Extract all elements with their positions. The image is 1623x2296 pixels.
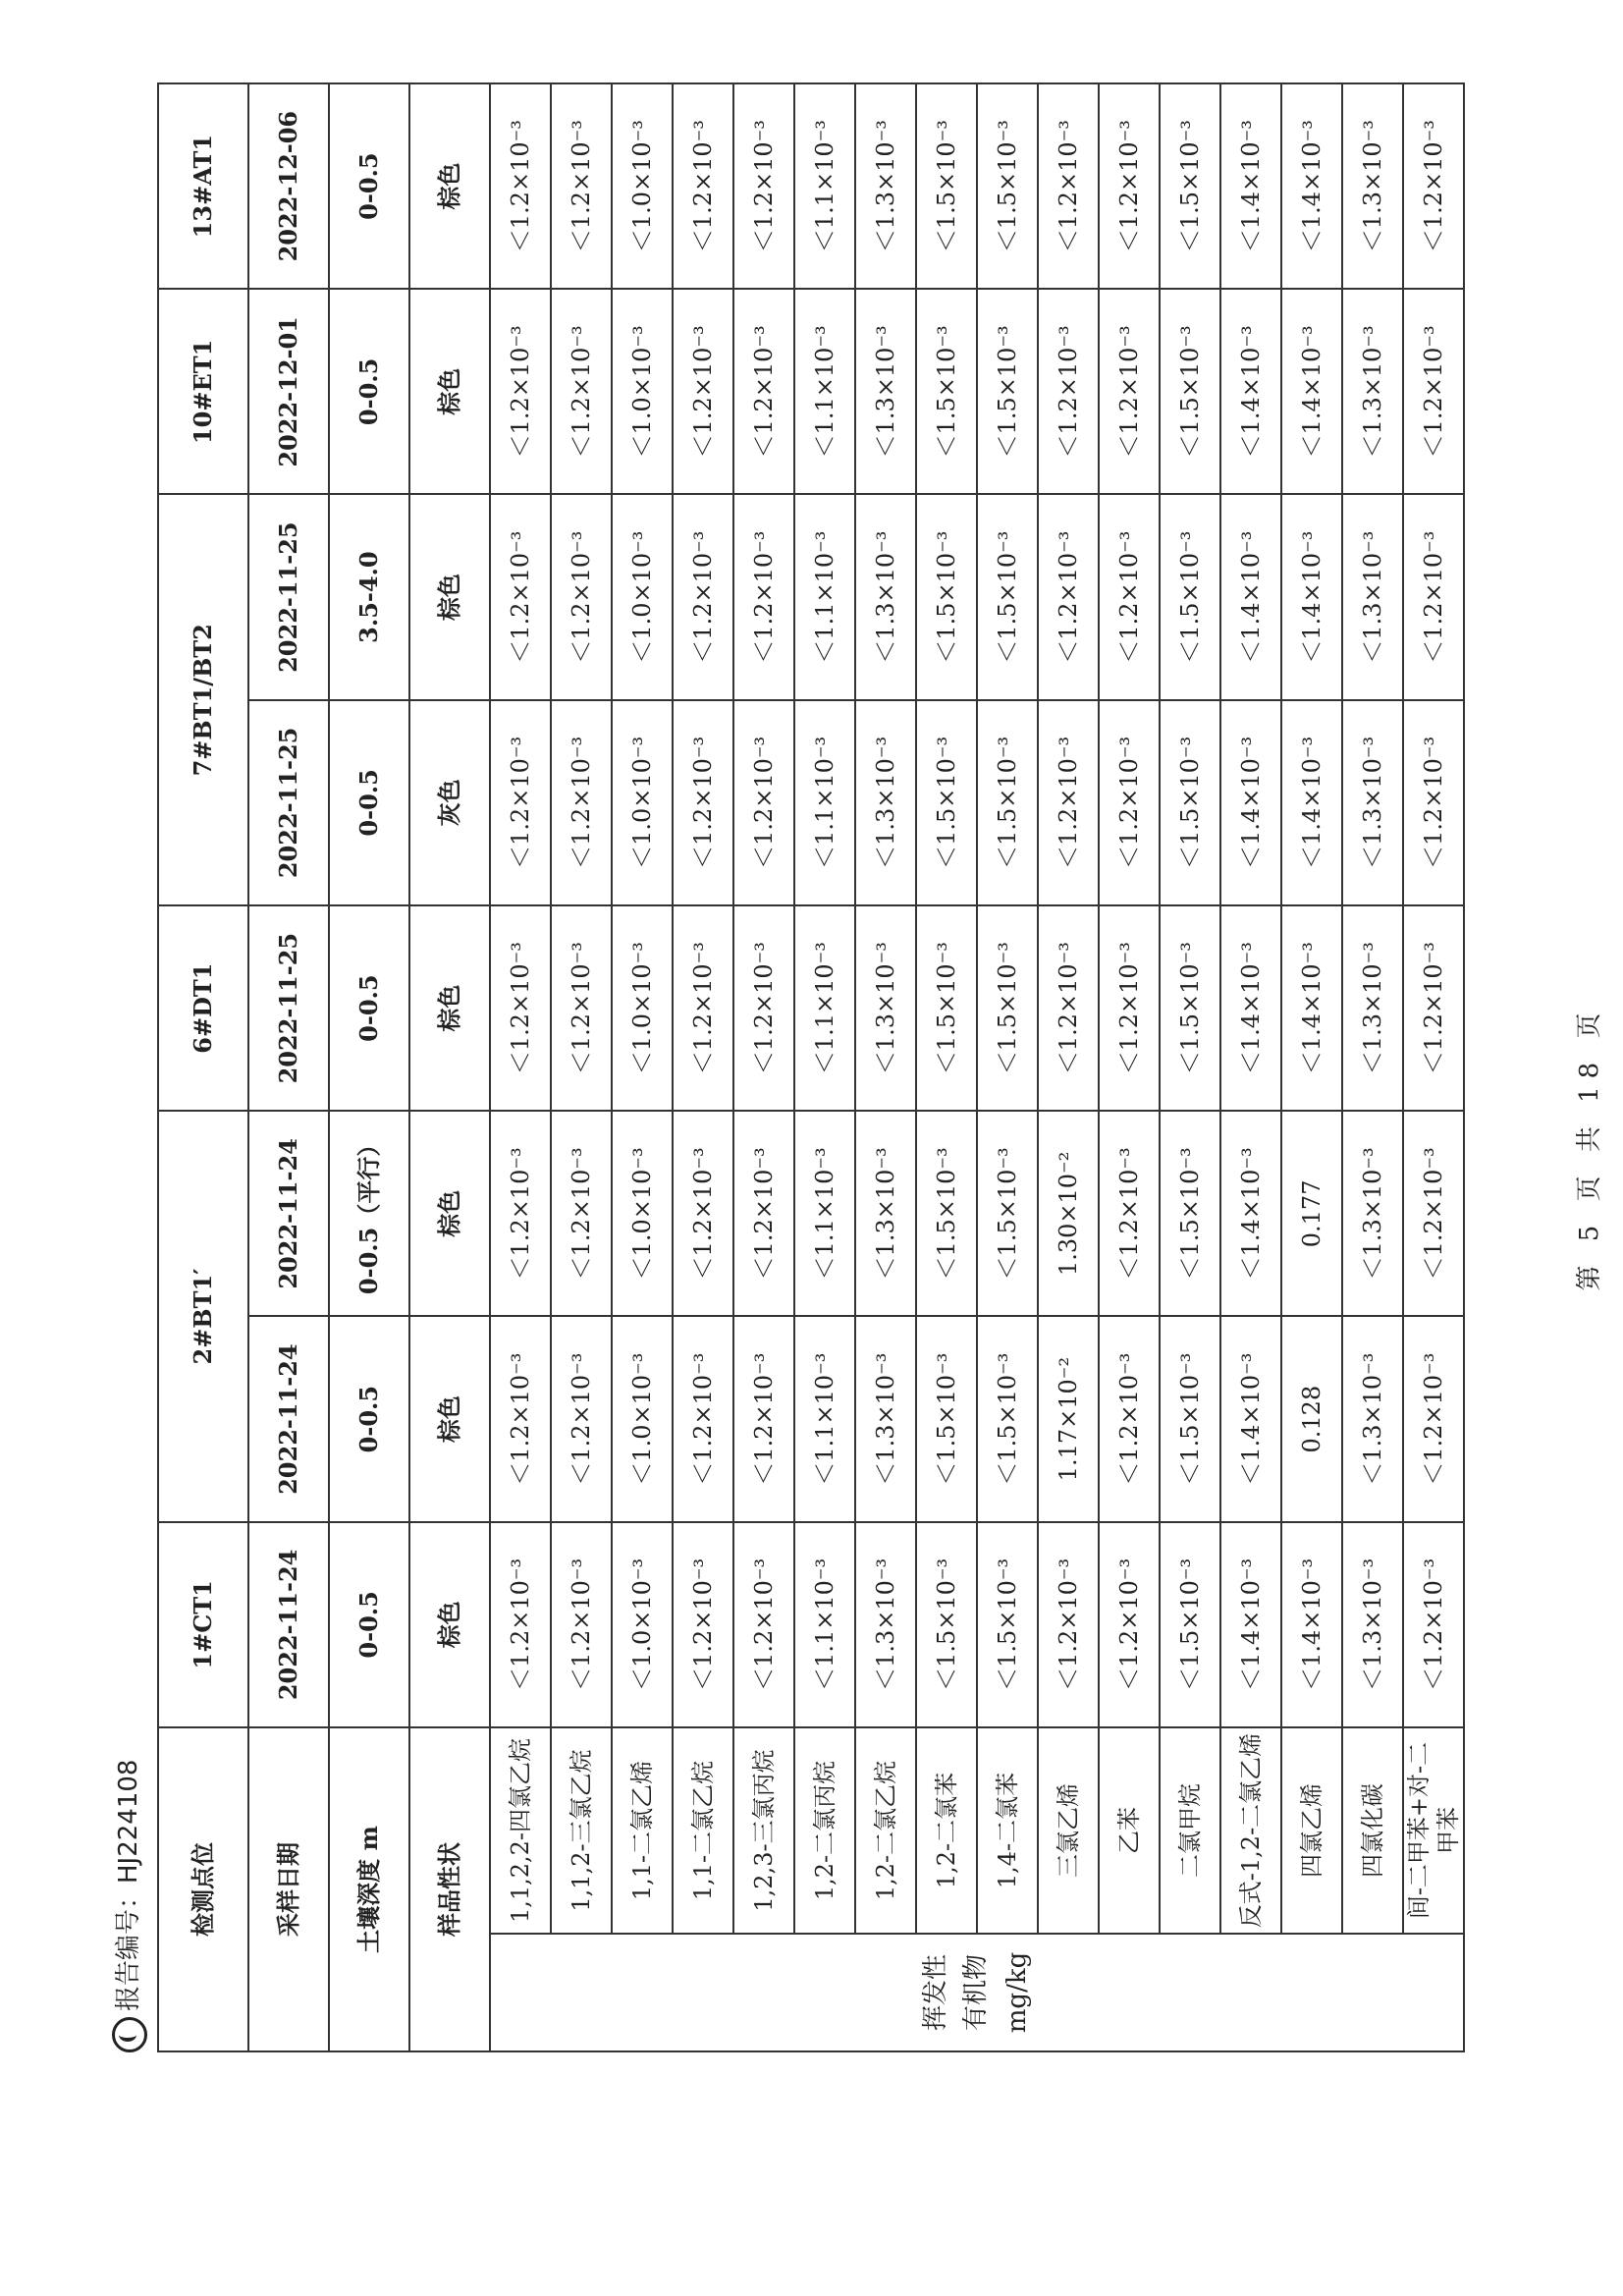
result-value: ＜1.2×10⁻³ (733, 83, 794, 289)
result-value: ＜1.0×10⁻³ (612, 495, 673, 700)
result-value: ＜1.5×10⁻³ (916, 83, 977, 289)
result-value: ＜1.2×10⁻³ (1403, 289, 1464, 494)
result-value: ＜1.5×10⁻³ (916, 289, 977, 494)
trait-cell: 棕色 (409, 289, 490, 494)
result-value: ＜1.2×10⁻³ (673, 83, 733, 289)
result-value: ＜1.1×10⁻³ (794, 905, 855, 1111)
result-value: ＜1.2×10⁻³ (1038, 495, 1099, 700)
table-row (977, 83, 1038, 2051)
depth-cell: 0-0.5 (329, 289, 409, 494)
table-row (855, 83, 916, 2051)
trait-cell: 棕色 (409, 1317, 490, 1522)
result-value: ＜1.3×10⁻³ (855, 1111, 916, 1316)
result-value: ＜1.2×10⁻³ (1099, 495, 1160, 700)
result-value: ＜1.1×10⁻³ (794, 1317, 855, 1522)
result-value: ＜1.5×10⁻³ (916, 1522, 977, 1727)
header-row-point (158, 83, 248, 2051)
result-value: ＜1.2×10⁻³ (673, 495, 733, 700)
result-value: ＜1.5×10⁻³ (1160, 83, 1220, 289)
result-value: ＜1.5×10⁻³ (977, 289, 1038, 494)
table-row (1160, 83, 1220, 2051)
result-value: ＜1.2×10⁻³ (490, 700, 551, 905)
result-value: ＜1.2×10⁻³ (551, 1317, 612, 1522)
result-value: ＜1.2×10⁻³ (1099, 83, 1160, 289)
trait-cell: 棕色 (409, 905, 490, 1111)
group-label-line1: 挥发性 (920, 1954, 950, 2032)
result-value: ＜1.2×10⁻³ (1099, 700, 1160, 905)
results-table-body (158, 83, 1464, 2051)
result-value: ＜1.2×10⁻³ (490, 905, 551, 1111)
result-value: ＜1.5×10⁻³ (1160, 700, 1220, 905)
analyte-name: 1,1-二氯乙烷 (673, 1727, 733, 1934)
result-value: ＜1.0×10⁻³ (612, 1111, 673, 1316)
result-value: ＜1.2×10⁻³ (673, 289, 733, 494)
header-row-trait (409, 83, 490, 2051)
trait-cell: 棕色 (409, 1522, 490, 1727)
result-value: ＜1.2×10⁻³ (1099, 1522, 1160, 1727)
result-value: ＜1.4×10⁻³ (1220, 1522, 1281, 1727)
result-value: ＜1.2×10⁻³ (1099, 289, 1160, 494)
result-value: ＜1.2×10⁻³ (551, 289, 612, 494)
analyte-name: 1,1,2,2-四氯乙烷 (490, 1727, 551, 1934)
page-number: 第 5 页 共 18 页 (1575, 1005, 1604, 1291)
depth-cell: 0-0.5 (329, 905, 409, 1111)
depth-cell: 0-0.5（平行） (329, 1111, 409, 1316)
header-point: 检测点位 (158, 1727, 248, 2051)
analyte-name: 1,4-二氯苯 (977, 1727, 1038, 1934)
result-value: ＜1.2×10⁻³ (551, 83, 612, 289)
result-value: ＜1.4×10⁻³ (1220, 700, 1281, 905)
result-value: ＜1.2×10⁻³ (1038, 289, 1099, 494)
depth-cell: 0-0.5 (329, 700, 409, 905)
result-value: ＜1.5×10⁻³ (916, 1317, 977, 1522)
result-value: ＜1.3×10⁻³ (855, 1522, 916, 1727)
depth-cell: 0-0.5 (329, 1317, 409, 1522)
result-value: ＜1.2×10⁻³ (1099, 905, 1160, 1111)
date-cell: 2022-11-25 (248, 700, 329, 905)
result-value: ＜1.3×10⁻³ (1342, 1522, 1403, 1727)
result-value: ＜1.2×10⁻³ (733, 1317, 794, 1522)
table-row (551, 83, 612, 2051)
result-value: ＜1.2×10⁻³ (733, 495, 794, 700)
table-row (1099, 83, 1160, 2051)
result-value: 0.128 (1281, 1317, 1342, 1522)
result-value: ＜1.5×10⁻³ (977, 1111, 1038, 1316)
analyte-name: 乙苯 (1099, 1727, 1160, 1934)
result-value: ＜1.5×10⁻³ (916, 700, 977, 905)
result-value: ＜1.2×10⁻³ (733, 1522, 794, 1727)
result-value: ＜1.0×10⁻³ (612, 905, 673, 1111)
result-value: ＜1.2×10⁻³ (551, 700, 612, 905)
analyte-name: 1,2-二氯苯 (916, 1727, 977, 1934)
result-value: ＜1.3×10⁻³ (1342, 905, 1403, 1111)
analyte-name: 1,1,2-三氯乙烷 (551, 1727, 612, 1934)
result-value: ＜1.4×10⁻³ (1281, 495, 1342, 700)
analyte-name: 1,2-二氯丙烷 (794, 1727, 855, 1934)
result-value: ＜1.2×10⁻³ (1038, 905, 1099, 1111)
result-value: ＜1.1×10⁻³ (794, 1111, 855, 1316)
result-value: ＜1.1×10⁻³ (794, 495, 855, 700)
result-value: ＜1.2×10⁻³ (1038, 700, 1099, 905)
results-table (157, 82, 1465, 2052)
result-value: ＜1.5×10⁻³ (1160, 1111, 1220, 1316)
result-value: ＜1.2×10⁻³ (673, 700, 733, 905)
result-value: ＜1.5×10⁻³ (916, 1111, 977, 1316)
result-value: ＜1.2×10⁻³ (1099, 1111, 1160, 1316)
trait-cell: 灰色 (409, 700, 490, 905)
result-value: ＜1.2×10⁻³ (733, 289, 794, 494)
result-value: ＜1.2×10⁻³ (1403, 83, 1464, 289)
result-value: ＜1.2×10⁻³ (673, 1317, 733, 1522)
result-value: ＜1.2×10⁻³ (673, 1111, 733, 1316)
date-cell: 2022-11-24 (248, 1522, 329, 1727)
depth-cell: 0-0.5 (329, 83, 409, 289)
result-value: ＜1.2×10⁻³ (733, 700, 794, 905)
result-value: 1.30×10⁻² (1038, 1111, 1099, 1316)
result-value: 1.17×10⁻² (1038, 1317, 1099, 1522)
depth-cell: 3.5-4.0 (329, 495, 409, 700)
analyte-name: 1,2,3-三氯丙烷 (733, 1727, 794, 1934)
trait-cell: 棕色 (409, 495, 490, 700)
company-logo-icon (112, 2017, 147, 2052)
header-row-depth (329, 83, 409, 2051)
location-7: 7#BT1/BT2 (158, 495, 248, 906)
result-value: ＜1.2×10⁻³ (1038, 1522, 1099, 1727)
result-value: ＜1.5×10⁻³ (977, 83, 1038, 289)
result-value: ＜1.4×10⁻³ (1220, 905, 1281, 1111)
result-value: ＜1.5×10⁻³ (1160, 905, 1220, 1111)
table-row (916, 83, 977, 2051)
result-value: ＜1.2×10⁻³ (1099, 1317, 1160, 1522)
depth-cell: 0-0.5 (329, 1522, 409, 1727)
date-cell: 2022-12-06 (248, 83, 329, 289)
result-value: ＜1.4×10⁻³ (1220, 289, 1281, 494)
table-row (490, 83, 551, 2051)
result-value: ＜1.5×10⁻³ (1160, 1317, 1220, 1522)
group-label-line2: 有机物 (961, 1954, 992, 2032)
report-number (108, 1760, 147, 2052)
result-value: ＜1.3×10⁻³ (1342, 700, 1403, 905)
result-value: ＜1.3×10⁻³ (1342, 1317, 1403, 1522)
report-number-text: 报告编号：HJ224108 (114, 1759, 143, 2011)
result-value: ＜1.3×10⁻³ (1342, 1111, 1403, 1316)
result-value: ＜1.2×10⁻³ (490, 495, 551, 700)
analyte-name: 二氯甲烷 (1160, 1727, 1220, 1934)
table-row (733, 83, 794, 2051)
result-value: ＜1.4×10⁻³ (1220, 1317, 1281, 1522)
result-value: ＜1.5×10⁻³ (1160, 495, 1220, 700)
result-value: ＜1.0×10⁻³ (612, 83, 673, 289)
result-value: ＜1.2×10⁻³ (673, 905, 733, 1111)
result-value: ＜1.3×10⁻³ (855, 495, 916, 700)
result-value: ＜1.2×10⁻³ (1403, 495, 1464, 700)
header-depth: 土壤深度 m (329, 1727, 409, 2051)
trait-cell: 棕色 (409, 83, 490, 289)
date-cell: 2022-12-01 (248, 289, 329, 494)
result-value: ＜1.1×10⁻³ (794, 83, 855, 289)
result-value: ＜1.2×10⁻³ (490, 1111, 551, 1316)
result-value: ＜1.2×10⁻³ (673, 1522, 733, 1727)
result-value: ＜1.5×10⁻³ (977, 1522, 1038, 1727)
result-value: ＜1.5×10⁻³ (977, 700, 1038, 905)
result-value: ＜1.2×10⁻³ (1403, 1111, 1464, 1316)
header-trait: 样品性状 (409, 1727, 490, 2051)
result-value: ＜1.4×10⁻³ (1281, 83, 1342, 289)
result-value: ＜1.4×10⁻³ (1220, 83, 1281, 289)
result-value: ＜1.2×10⁻³ (1403, 1317, 1464, 1522)
result-value: ＜1.2×10⁻³ (733, 1111, 794, 1316)
result-value: ＜1.2×10⁻³ (551, 905, 612, 1111)
result-value: ＜1.2×10⁻³ (1403, 1522, 1464, 1727)
result-value: ＜1.0×10⁻³ (612, 1317, 673, 1522)
result-value: ＜1.0×10⁻³ (612, 700, 673, 905)
result-value: ＜1.3×10⁻³ (855, 289, 916, 494)
table-row (1342, 83, 1403, 2051)
result-value: ＜1.3×10⁻³ (1342, 289, 1403, 494)
result-value: ＜1.2×10⁻³ (490, 1317, 551, 1522)
result-value: ＜1.0×10⁻³ (612, 1522, 673, 1727)
date-cell: 2022-11-24 (248, 1111, 329, 1316)
table-row (612, 83, 673, 2051)
result-value: ＜1.4×10⁻³ (1281, 1522, 1342, 1727)
result-value: ＜1.3×10⁻³ (855, 700, 916, 905)
result-value: ＜1.4×10⁻³ (1220, 1111, 1281, 1316)
result-value: ＜1.4×10⁻³ (1281, 905, 1342, 1111)
result-value: ＜1.4×10⁻³ (1220, 495, 1281, 700)
table-row (1281, 83, 1342, 2051)
result-value: ＜1.1×10⁻³ (794, 700, 855, 905)
header-date: 采样日期 (248, 1727, 329, 2051)
result-value: ＜1.2×10⁻³ (490, 83, 551, 289)
result-value: ＜1.5×10⁻³ (916, 495, 977, 700)
result-value: ＜1.2×10⁻³ (551, 1111, 612, 1316)
table-row (1403, 83, 1464, 2051)
result-value: ＜1.3×10⁻³ (855, 1317, 916, 1522)
result-value: 0.177 (1281, 1111, 1342, 1316)
date-cell: 2022-11-25 (248, 495, 329, 700)
result-value: ＜1.5×10⁻³ (1160, 289, 1220, 494)
result-value: ＜1.5×10⁻³ (916, 905, 977, 1111)
result-value: ＜1.3×10⁻³ (1342, 83, 1403, 289)
result-value: ＜1.5×10⁻³ (977, 905, 1038, 1111)
result-value: ＜1.5×10⁻³ (1160, 1522, 1220, 1727)
date-cell: 2022-11-25 (248, 905, 329, 1111)
table-row (794, 83, 855, 2051)
trait-cell: 棕色 (409, 1111, 490, 1316)
group-label-line3: mg/kg (1001, 1951, 1032, 2034)
result-value: ＜1.2×10⁻³ (733, 905, 794, 1111)
result-value: ＜1.3×10⁻³ (855, 905, 916, 1111)
analyte-name: 四氯乙烯 (1281, 1727, 1342, 1934)
location-1: 1#CT1 (158, 1522, 248, 1727)
result-value: ＜1.2×10⁻³ (490, 1522, 551, 1727)
analyte-name: 1,2-二氯乙烷 (855, 1727, 916, 1934)
result-value: ＜1.4×10⁻³ (1281, 289, 1342, 494)
result-value: ＜1.5×10⁻³ (977, 495, 1038, 700)
result-value: ＜1.2×10⁻³ (490, 289, 551, 494)
date-cell: 2022-11-24 (248, 1317, 329, 1522)
result-value: ＜1.1×10⁻³ (794, 289, 855, 494)
result-value: ＜1.0×10⁻³ (612, 289, 673, 494)
location-10: 10#ET1 (158, 289, 248, 494)
result-value: ＜1.2×10⁻³ (1038, 83, 1099, 289)
analyte-name: 间-二甲苯+对-二甲苯 (1403, 1727, 1464, 1934)
result-value: ＜1.3×10⁻³ (1342, 495, 1403, 700)
result-value: ＜1.2×10⁻³ (551, 495, 612, 700)
analyte-name: 1,1-二氯乙烯 (612, 1727, 673, 1934)
location-13: 13#AT1 (158, 83, 248, 289)
result-value: ＜1.2×10⁻³ (1403, 905, 1464, 1111)
table-row (1220, 83, 1281, 2051)
analyte-name: 反式-1,2-二氯乙烯 (1220, 1727, 1281, 1934)
location-6: 6#DT1 (158, 905, 248, 1111)
analyte-name: 四氯化碳 (1342, 1727, 1403, 1934)
result-value: ＜1.3×10⁻³ (855, 83, 916, 289)
analyte-name: 三氯乙烯 (1038, 1727, 1099, 1934)
result-value: ＜1.1×10⁻³ (794, 1522, 855, 1727)
header-row-date (248, 83, 329, 2051)
result-value: ＜1.2×10⁻³ (551, 1522, 612, 1727)
group-label (490, 1934, 1464, 2051)
result-value: ＜1.5×10⁻³ (977, 1317, 1038, 1522)
location-2: 2#BT1′ (158, 1111, 248, 1522)
result-value: ＜1.2×10⁻³ (1403, 700, 1464, 905)
table-row (1038, 83, 1099, 2051)
result-value: ＜1.4×10⁻³ (1281, 700, 1342, 905)
table-row (673, 83, 733, 2051)
